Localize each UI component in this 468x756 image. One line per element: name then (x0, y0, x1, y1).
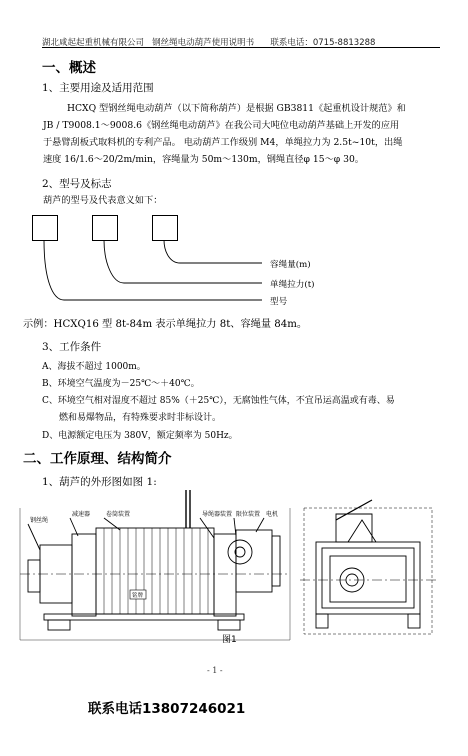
figure-caption: 图1 (222, 635, 237, 645)
condition-item: A、海拔不超过 1000m。 (42, 362, 146, 372)
condition-item: 燃和易爆物品，有特殊要求时非标设计。 (59, 413, 222, 423)
page-number: - 1 - (207, 666, 223, 675)
model-leader-lines (0, 0, 468, 330)
fig-label-rope: 钢丝绳 (30, 517, 49, 524)
paragraph-line: JB / T9008.1～9008.6《钢丝绳电动葫芦》在我公司大吨位电动葫芦基础上开发的应用 (43, 120, 400, 131)
label-capacity: 容绳量(m) (270, 260, 311, 270)
gearbox-flange (72, 534, 96, 616)
label-pull: 单绳拉力(t) (270, 280, 315, 290)
section2-title: 二、工作原理、结构简介 (23, 451, 172, 467)
condition-item: C、环境空气相对湿度不超过 85%（＋25℃），无腐蚀性气体，不宜吊运高温或有毒、易 (42, 396, 395, 406)
paragraph-line: 速度 16/1.6～20/2m/min，容绳量为 50m～130m，钢绳直径φ 15～φ 30。 (43, 154, 364, 165)
model-intro: 葫芦的型号及代表意义如下： (43, 195, 163, 206)
footer-contact: 联系电话13807246021 (88, 701, 246, 717)
model-example: 示例：HCXQ16 型 8t-84m 表示单绳拉力 8t、容绳量 84m。 (23, 319, 308, 330)
section1-sub3-title: 3、工作条件 (42, 341, 102, 353)
side-view-housing (316, 542, 420, 614)
reducer-cap (28, 560, 40, 592)
fig-label-drum: 卷筒装置 (106, 511, 131, 518)
header-doc-title: 钢丝绳电动葫芦使用说明书 (152, 38, 255, 48)
fig-drum-badge: 铭牌 (132, 593, 144, 599)
drum-shape (96, 528, 214, 614)
hoist-figure (0, 490, 468, 655)
section1-title: 一、概述 (42, 60, 96, 76)
paragraph-line: 于悬臂刮板式取料机的专利产品。 电动葫芦工作级别 M4，单绳拉力为 2.5t~10t，出绳 (43, 137, 403, 148)
condition-item: D、电源额定电压为 380V，额定频率为 50Hz。 (42, 431, 238, 441)
fig-label-limit: 限位装置 (236, 511, 261, 518)
fig-label-motor: 电机 (266, 511, 279, 518)
paragraph-line: HCXQ 型钢丝绳电动葫芦（以下简称葫芦）是根据 GB3811《起重机设计规范》和 (67, 103, 406, 114)
fig-label-rope-guide: 导绳器装置 (202, 511, 233, 518)
label-type: 型号 (270, 297, 288, 307)
fig-label-reducer: 减速器 (72, 511, 91, 518)
header-contact: 联系电话：0715-8813288 (270, 38, 376, 48)
section2-sub1-title: 1、葫芦的外形图如图 1: (42, 476, 157, 488)
section1-sub2-title: 2、型号及标志 (42, 178, 112, 190)
condition-item: B、环境空气温度为－25℃～＋40℃。 (42, 379, 200, 389)
section1-sub1-title: 1、主要用途及适用范围 (42, 82, 154, 94)
header-company: 湖北咸起起重机械有限公司 (42, 38, 145, 48)
